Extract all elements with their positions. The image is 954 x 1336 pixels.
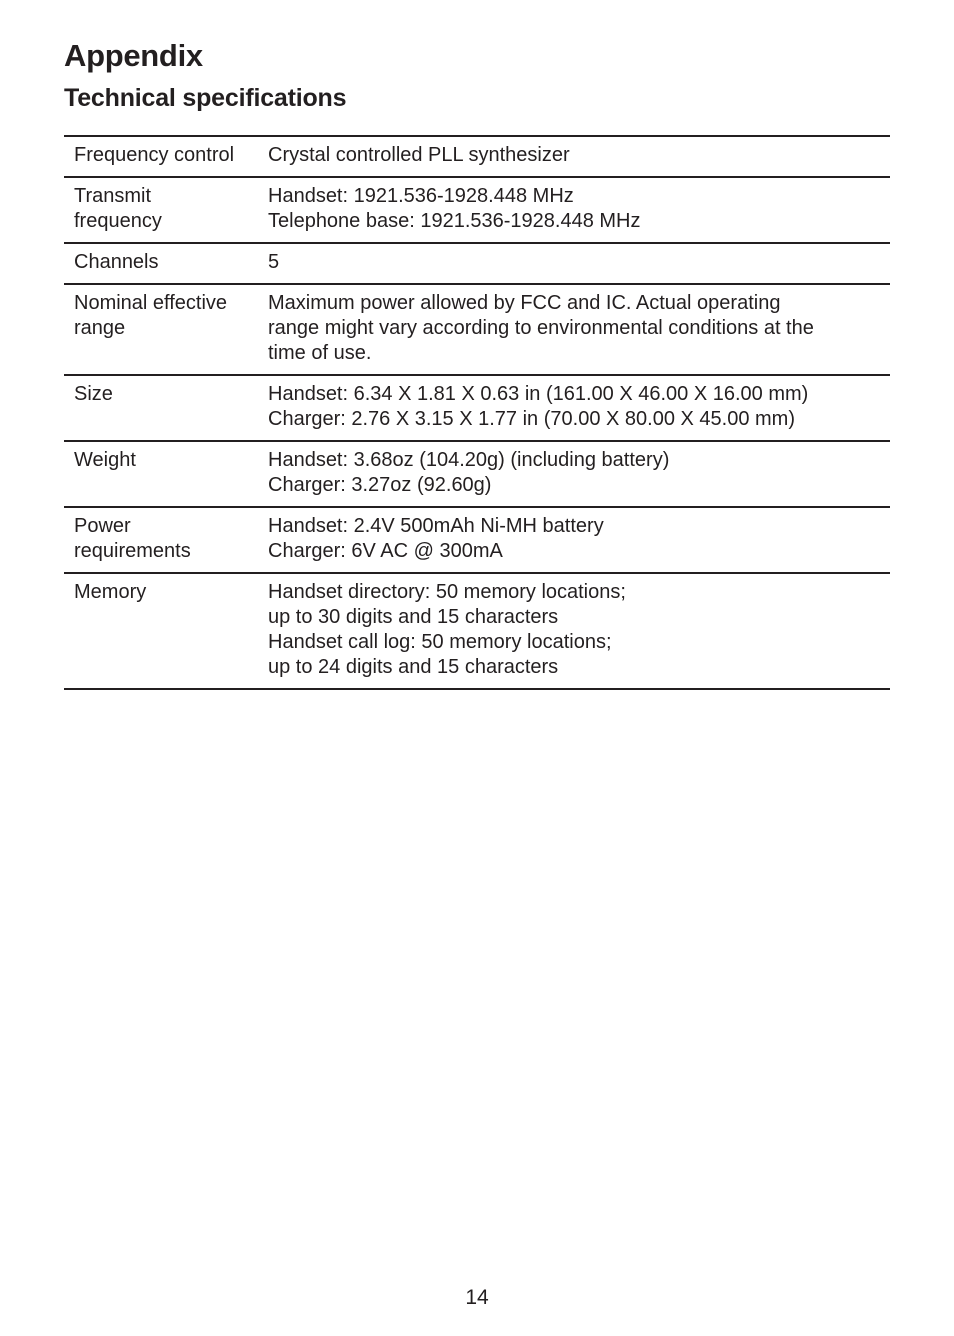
spec-row	[64, 136, 890, 177]
spec-label-line: Size	[74, 383, 113, 405]
spec-label-line: Channels	[74, 251, 159, 273]
page-title: Appendix	[64, 38, 203, 73]
spec-value-line: range might vary according to environmental conditions at the	[268, 317, 814, 339]
spec-label	[64, 375, 268, 441]
spec-value-line: Handset directory: 50 memory locations;	[268, 581, 626, 603]
spec-value-line: Telephone base: 1921.536-1928.448 MHz	[268, 210, 641, 232]
spec-label-line: frequency	[74, 210, 162, 232]
spec-value	[268, 243, 890, 284]
spec-value-line: Handset: 6.34 X 1.81 X 0.63 in (161.00 X 46.00 X 16.00 mm)	[268, 383, 809, 405]
spec-row	[64, 507, 890, 573]
spec-value-line: Maximum power allowed by FCC and IC. Actual operating	[268, 292, 781, 314]
page-number: 14	[465, 1286, 489, 1309]
spec-label-line: requirements	[74, 540, 191, 562]
spec-value-line: Charger: 6V AC @ 300mA	[268, 540, 503, 562]
spec-label	[64, 441, 268, 507]
spec-value	[268, 507, 890, 573]
spec-label-line: Frequency control	[74, 144, 235, 166]
spec-table-body	[64, 136, 890, 689]
spec-value	[268, 375, 890, 441]
spec-label-line: Memory	[74, 581, 147, 603]
spec-label	[64, 507, 268, 573]
spec-value-line: up to 30 digits and 15 characters	[268, 606, 559, 628]
spec-value-line: Crystal controlled PLL synthesizer	[268, 144, 570, 166]
spec-value-line: Handset: 1921.536-1928.448 MHz	[268, 185, 574, 207]
spec-row	[64, 177, 890, 243]
spec-label	[64, 243, 268, 284]
spec-value-line: time of use.	[268, 342, 372, 364]
spec-label-line: Weight	[74, 449, 136, 471]
spec-value	[268, 177, 890, 243]
spec-label	[64, 284, 268, 375]
spec-value-line: Handset: 2.4V 500mAh Ni-MH battery	[268, 515, 604, 537]
spec-row	[64, 375, 890, 441]
spec-label-line: range	[74, 317, 126, 339]
spec-value-line: Handset: 3.68oz (104.20g) (including battery)	[268, 449, 670, 471]
spec-label-line: Power	[74, 515, 131, 537]
spec-label	[64, 573, 268, 689]
spec-row	[64, 243, 890, 284]
spec-value	[268, 284, 890, 375]
spec-label	[64, 177, 268, 243]
spec-row	[64, 284, 890, 375]
spec-value-line: Charger: 3.27oz (92.60g)	[268, 474, 492, 496]
spec-value	[268, 441, 890, 507]
spec-value-line: up to 24 digits and 15 characters	[268, 656, 559, 678]
spec-value-line: Handset call log: 50 memory locations;	[268, 631, 612, 653]
spec-value	[268, 573, 890, 689]
section-title: Technical specifications	[64, 84, 347, 112]
spec-label	[64, 136, 268, 177]
spec-table	[64, 135, 890, 690]
spec-value-line: Charger: 2.76 X 3.15 X 1.77 in (70.00 X 80.00 X 45.00 mm)	[268, 408, 795, 430]
spec-label-line: Transmit	[74, 185, 152, 207]
spec-value	[268, 136, 890, 177]
spec-row	[64, 573, 890, 689]
spec-value-line: 5	[268, 251, 280, 273]
spec-row	[64, 441, 890, 507]
spec-label-line: Nominal effective	[74, 292, 228, 314]
